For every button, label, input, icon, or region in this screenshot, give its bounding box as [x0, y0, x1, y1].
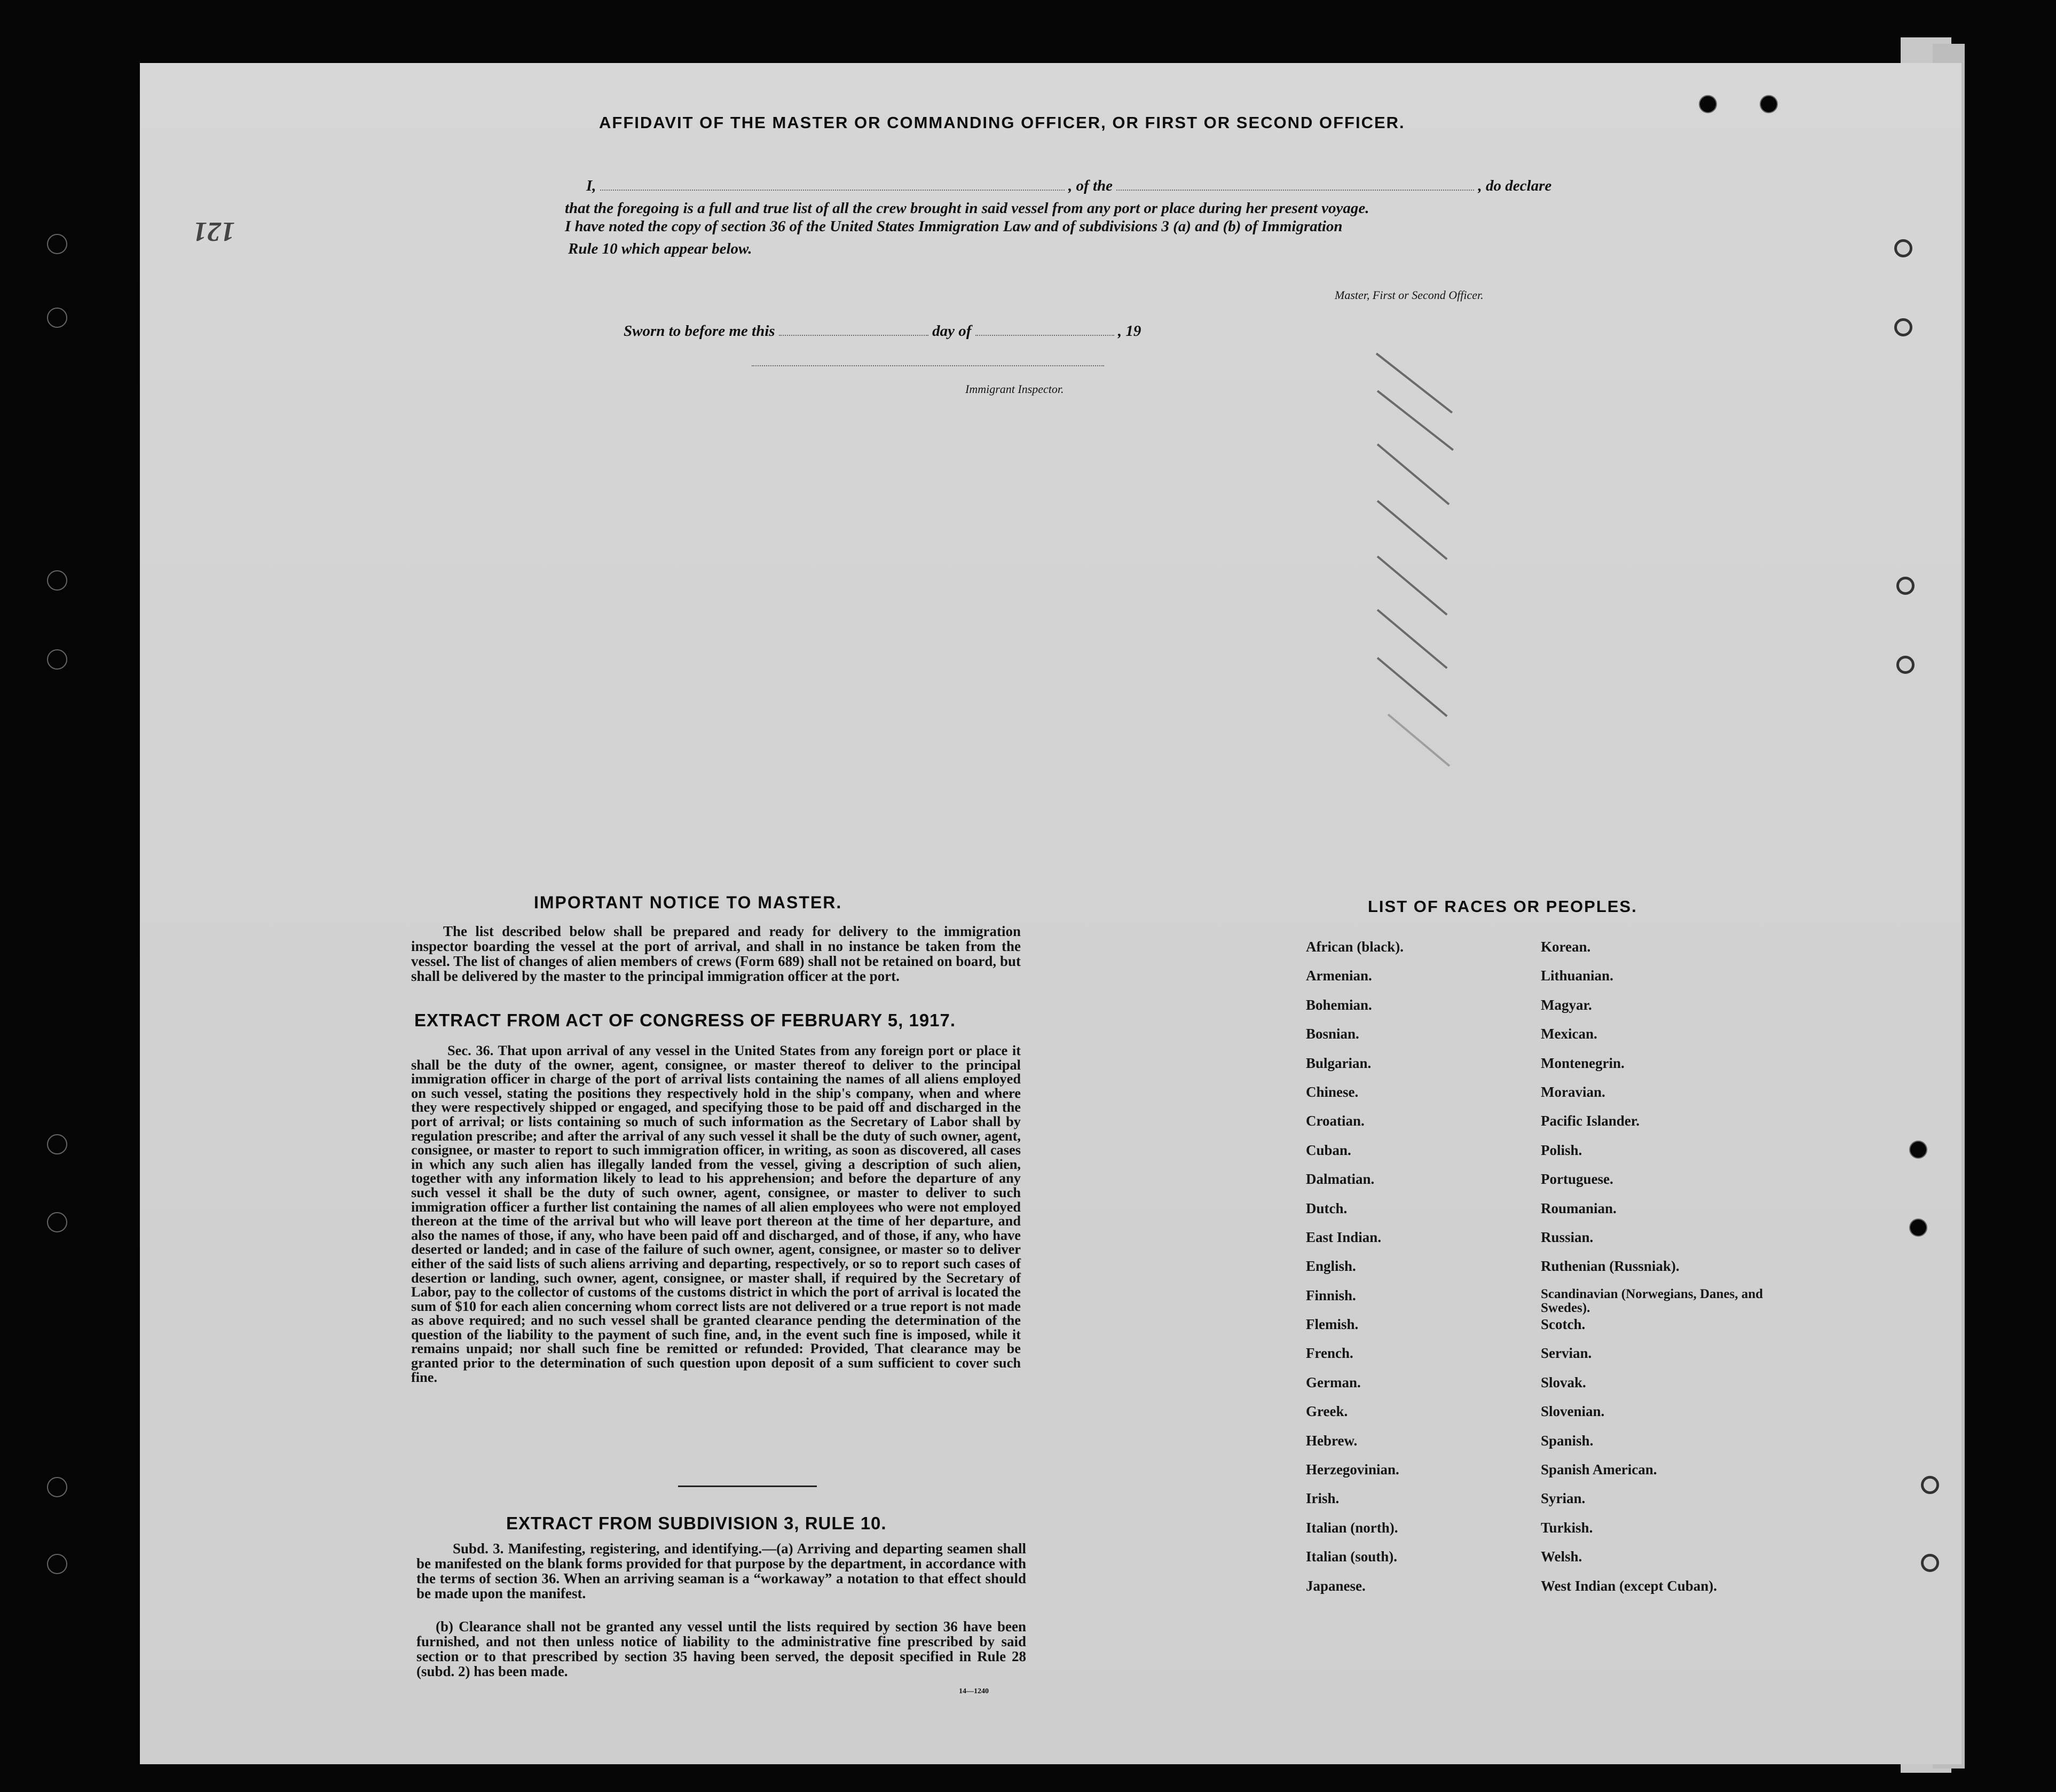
binder-hole [1921, 1476, 1939, 1494]
race-item: Slovenian. [1541, 1403, 1605, 1420]
race-item: Scotch. [1541, 1316, 1586, 1333]
race-item: Ruthenian (Russniak). [1541, 1258, 1680, 1275]
vessel-blank[interactable] [1116, 190, 1474, 191]
margin-note: 121 [193, 216, 235, 247]
extract-rule-title: EXTRACT FROM SUBDIVISION 3, RULE 10. [506, 1513, 887, 1533]
inspector-signature-line[interactable] [752, 365, 1104, 366]
notice-title: IMPORTANT NOTICE TO MASTER. [534, 893, 842, 912]
race-item: Servian. [1541, 1345, 1592, 1362]
inspector-label: Immigrant Inspector. [965, 382, 1064, 396]
month-blank[interactable] [975, 335, 1114, 336]
race-item: Chinese. [1306, 1083, 1359, 1100]
sworn-line [624, 323, 1141, 340]
race-item: Slovak. [1541, 1374, 1586, 1390]
day-of-label: day of [932, 323, 972, 340]
race-item: Hebrew. [1306, 1432, 1358, 1449]
race-item: Roumanian. [1541, 1200, 1617, 1216]
race-item: Polish. [1541, 1142, 1582, 1158]
binder-hole [1896, 577, 1915, 595]
race-item: Flemish. [1306, 1316, 1359, 1333]
race-item: Moravian. [1541, 1083, 1605, 1100]
race-item: Finnish. [1306, 1287, 1356, 1303]
binder-hole [1909, 1219, 1927, 1237]
year-label: , 19 [1117, 323, 1141, 340]
binder-hole [1896, 656, 1915, 674]
race-item: Welsh. [1541, 1549, 1582, 1565]
race-item: Cuban. [1306, 1142, 1351, 1158]
race-item: Spanish. [1541, 1432, 1594, 1449]
binder-hole [47, 570, 67, 591]
race-item: Irish. [1306, 1490, 1340, 1507]
race-item: Dutch. [1306, 1200, 1348, 1216]
race-item: German. [1306, 1374, 1361, 1390]
race-item: Bulgarian. [1306, 1055, 1372, 1071]
affidavit-line2: that the foregoing is a full and true list of all the crew brought in said vessel from any port or place during her present voyage. [565, 200, 1369, 217]
master-signature-label: Master, First or Second Officer. [1335, 288, 1484, 302]
of-the-label: , of the [1068, 177, 1113, 194]
race-item: Bohemian. [1306, 996, 1372, 1013]
race-item: Spanish American. [1541, 1461, 1657, 1478]
binder-hole [47, 1477, 67, 1497]
race-item: French. [1306, 1345, 1353, 1362]
day-blank[interactable] [779, 335, 928, 336]
binder-hole [1921, 1554, 1939, 1572]
race-item: English. [1306, 1258, 1356, 1275]
race-item: East Indian. [1306, 1229, 1382, 1245]
affidavit-line3: I have noted the copy of section 36 of the United States Immigration Law and of subdivisions 3 (a) and (b) of Immigration [565, 218, 1343, 235]
binder-hole [47, 1134, 67, 1154]
race-item: Italian (north). [1306, 1519, 1398, 1536]
affidavit-line4: Rule 10 which appear below. [568, 240, 752, 257]
race-item: Scandinavian (Norwegians, Danes, and Swedes). [1541, 1286, 1763, 1315]
rule-divider [678, 1486, 817, 1487]
name-blank[interactable] [600, 190, 1065, 191]
race-item: Dalmatian. [1306, 1171, 1375, 1188]
sworn-label: Sworn to before me this [624, 323, 775, 340]
race-item: Korean. [1541, 939, 1591, 955]
binder-hole [47, 308, 67, 328]
race-item: Lithuanian. [1541, 968, 1613, 984]
binder-hole [47, 1554, 67, 1574]
affidavit-title: AFFIDAVIT OF THE MASTER OR COMMANDING OFFICER, OR FIRST OR SECOND OFFICER. [599, 113, 1405, 132]
races-right-column [1541, 939, 1776, 1607]
race-item: Turkish. [1541, 1519, 1593, 1536]
do-declare-label: , do declare [1478, 177, 1552, 194]
binder-hole [1894, 318, 1912, 336]
race-item: Bosnian. [1306, 1026, 1359, 1042]
extract-act-title: EXTRACT FROM ACT OF CONGRESS OF FEBRUARY 5, 1917. [414, 1010, 956, 1030]
extract-rule-text-b: (b) Clearance shall not be granted any vessel until the lists required by section 36 have been furnished, and not then unless notice of liability to the administrative fine prescribed by said section or to that prescribed by section 35 having been served, the deposit specified in Rule 28 (subd. 2) has been made. [416, 1618, 1026, 1679]
race-item: Italian (south). [1306, 1549, 1398, 1565]
race-item: Montenegrin. [1541, 1055, 1625, 1071]
notice-text: The list described below shall be prepared and ready for delivery to the immigration inspector boarding the vessel at the port of arrival, and shall in no instance be taken from the vessel. The list of changes of alien members of crews (Form 689) shall not be retained on board, but shall be delivered by the master to the principal immigration officer at the port. [411, 923, 1021, 984]
race-item: Croatian. [1306, 1113, 1365, 1129]
binder-hole [47, 649, 67, 670]
affidavit-line1 [586, 177, 1551, 195]
binder-hole [47, 234, 67, 254]
race-item: Portuguese. [1541, 1171, 1613, 1188]
binder-hole [1909, 1141, 1927, 1159]
race-item: Armenian. [1306, 968, 1372, 984]
i-label: I, [586, 177, 596, 194]
race-item: African (black). [1306, 939, 1404, 955]
races-left-column [1306, 939, 1498, 1607]
binder-hole [1760, 95, 1778, 113]
races-title: LIST OF RACES OR PEOPLES. [1368, 897, 1637, 916]
binder-hole [47, 1212, 67, 1232]
binder-hole [1699, 95, 1717, 113]
race-item: Japanese. [1306, 1577, 1366, 1594]
race-item: Mexican. [1541, 1026, 1597, 1042]
extract-rule-text-a: Subd. 3. Manifesting, registering, and identifying.—(a) Arriving and departing seamen shall be manifested on the blank forms provided for that purpose by the department, in accordance with the terms of section 36. When an arriving seaman is a “workaway” a notation to that effect should be made upon the manifest. [416, 1541, 1026, 1601]
extract-act-text: Sec. 36. That upon arrival of any vessel in the United States from any foreign port or place it shall be the duty of the owner, agent, consignee, or master thereof to deliver to the principal immigration officer in charge of the port of arrival lists containing the names of all aliens employed on such vessel, stating the positions they respectively hold in the ship's company, when and where they were respectively shipped or engaged, and specifying those to be paid off and discharged in the port of arrival; or lists containing so much of such information as the Secretary of Labor shall by regulation prescribe; and after the arrival of any such vessel it shall be the duty of such owner, agent, consignee, or master to report to such immigration officer, in writing, as soon as discovered, all cases in which any such alien has illegally landed from the vessel, giving a description of such alien, together with any information likely to lead to his apprehension; and before the departure of any such vessel it shall be the duty of such owner, agent, consignee, or master to deliver to such immigration officer a further list containing the names of all alien employees who were not employed thereon at the time of the arrival but who will leave port thereon at the time of her departure, and also the names of those, if any, who have been paid off and discharged, and of those, if any, who have deserted or landed; and in case of the failure of such owner, agent, consignee, or master so to deliver either of the said lists of such aliens arriving and departing, respectively, or so to report such cases of desertion or landing, such owner, agent, consignee, or master shall, if required by the Secretary of Labor, pay to the collector of customs of the customs district in which the port of arrival is located the sum of $10 for each alien concerning whom correct lists are not delivered or a true report is not made as above required; and no such vessel shall be granted clearance pending the determination of the question of the liability to the payment of such fine, and, in the event such fine is imposed, while it remains unpaid; nor shall such fine be remitted or refunded: Provided, That clearance may be granted prior to the determination of such question upon deposit of a sum sufficient to cover such fine. [411, 1042, 1021, 1385]
race-item: Herzegovinian. [1306, 1461, 1399, 1478]
race-item: Syrian. [1541, 1490, 1586, 1507]
race-item: Pacific Islander. [1541, 1113, 1640, 1129]
race-item: Magyar. [1541, 996, 1592, 1013]
race-item: Russian. [1541, 1229, 1594, 1245]
binder-hole [1894, 239, 1912, 257]
form-number: 14—1240 [959, 1687, 989, 1695]
race-item: West Indian (except Cuban). [1541, 1577, 1718, 1594]
race-item: Greek. [1306, 1403, 1348, 1420]
